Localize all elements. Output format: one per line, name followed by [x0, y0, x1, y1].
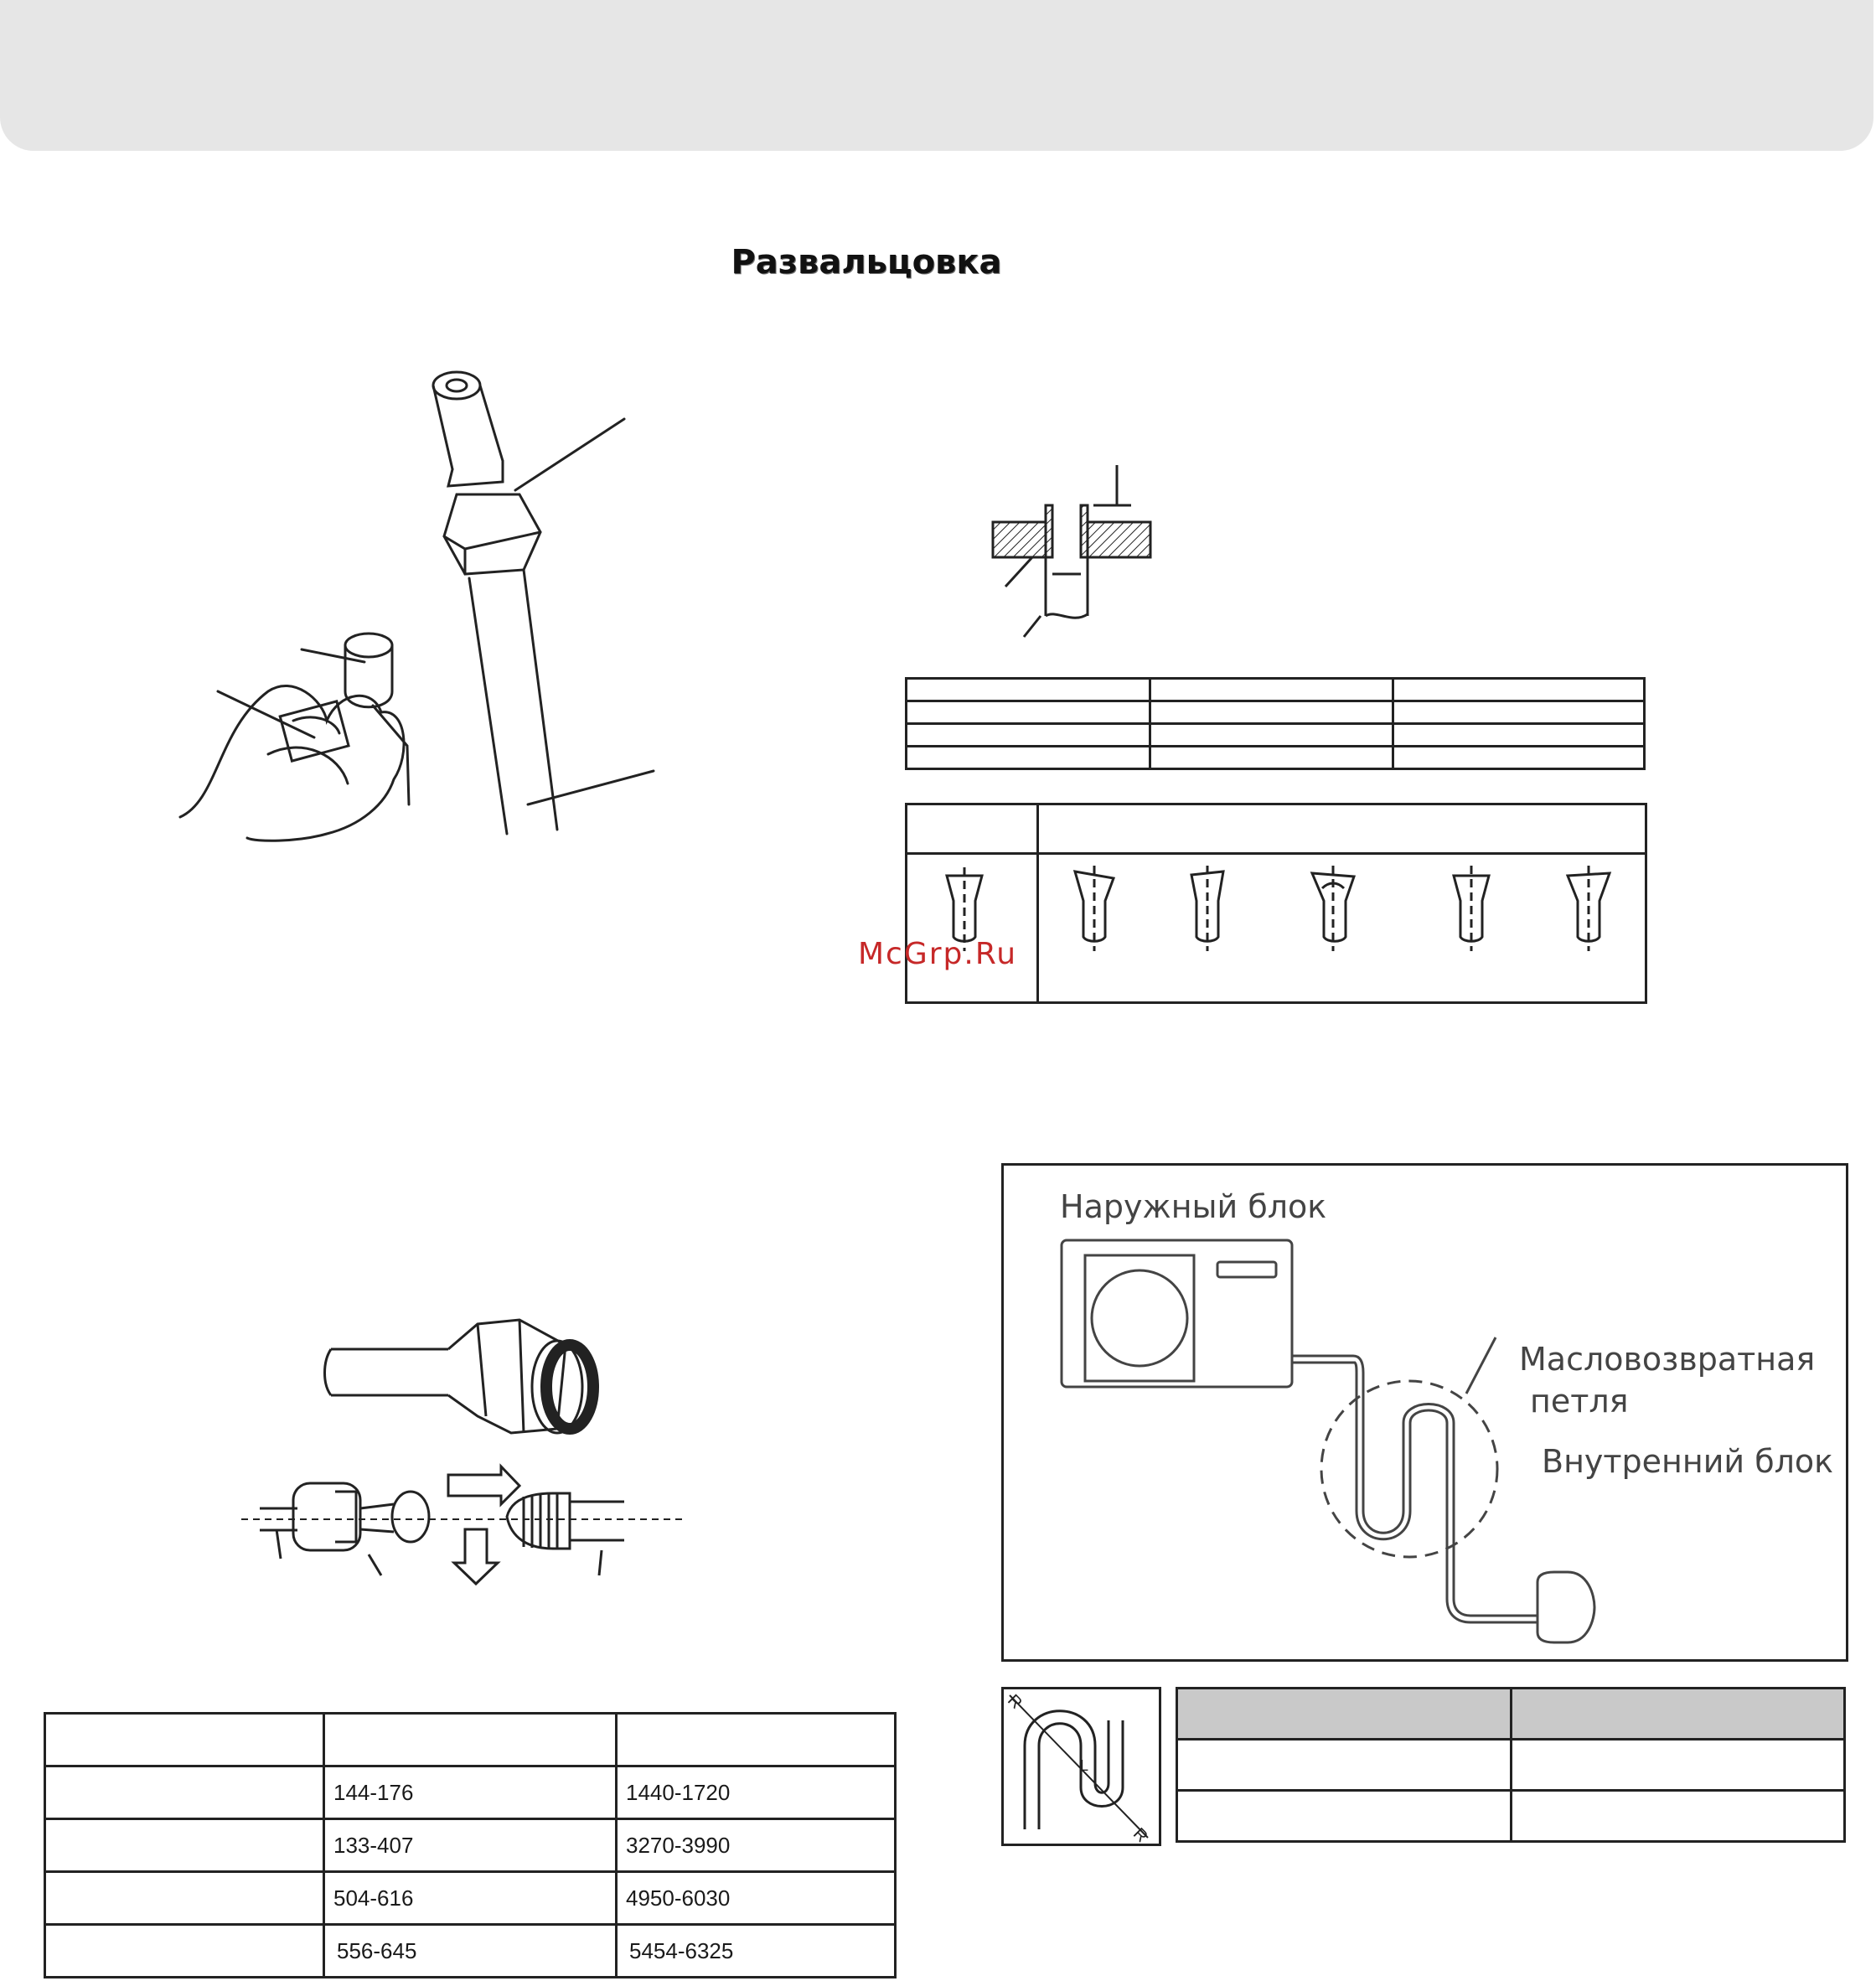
header-band	[0, 0, 1873, 151]
table-row	[45, 1819, 896, 1872]
oil-loop-drawing	[1001, 1163, 1848, 1662]
torque-kgf-cell: 3270-3990	[626, 1832, 731, 1858]
table-row	[907, 747, 1645, 769]
table-header-row	[1177, 1689, 1845, 1740]
torque-kgf-cell: 4950-6030	[626, 1885, 731, 1911]
flare-bad-4-icon	[1454, 866, 1489, 951]
table-row	[45, 1766, 896, 1819]
torque-nm-cell: 556-645	[337, 1937, 417, 1963]
table-row	[1177, 1791, 1845, 1842]
deburring-figure	[168, 360, 687, 863]
bend-table	[1176, 1687, 1846, 1843]
flare-bad-1-icon	[1075, 866, 1114, 951]
table-row	[907, 724, 1645, 747]
flare-bad-3-icon	[1312, 866, 1354, 951]
l-label: L	[1080, 1757, 1089, 1774]
flare-shapes	[938, 863, 1625, 964]
torque-kgf-cell: 5454-6325	[629, 1937, 734, 1963]
torque-nm-cell: 504-616	[333, 1885, 414, 1911]
oil-loop-label-2: петля	[1530, 1383, 1629, 1420]
flare-section-figure	[972, 465, 1165, 649]
torque-table	[44, 1712, 897, 1978]
indoor-unit-label: Внутренний блок	[1542, 1443, 1834, 1480]
torque-nm-cell: 133-407	[333, 1832, 414, 1858]
bend-drawing	[1001, 1687, 1161, 1846]
flare-nut-figure	[235, 1307, 704, 1592]
table-row	[45, 1872, 896, 1925]
table-row	[1177, 1740, 1845, 1791]
flare-quality-divider-h	[905, 852, 1647, 855]
oil-loop-label-1: Масловозвратная	[1519, 1341, 1816, 1378]
outdoor-unit-label: Наружный блок	[1060, 1188, 1327, 1225]
flare-bad-2-icon	[1191, 866, 1223, 951]
spec-table	[905, 677, 1646, 770]
torque-nm-cell: 144-176	[333, 1779, 414, 1805]
table-row	[907, 701, 1645, 724]
torque-kgf-cell: 1440-1720	[626, 1779, 731, 1805]
flare-bad-5-icon	[1568, 866, 1610, 951]
r-label-bottom: R	[1129, 1824, 1151, 1847]
table-row	[907, 679, 1645, 701]
indoor-unit-icon	[1537, 1572, 1594, 1642]
page-title: Развальцовка	[731, 243, 1002, 282]
r-label-top: R	[1004, 1691, 1026, 1713]
watermark: McGrp.Ru	[858, 937, 1018, 971]
table-header-row	[45, 1714, 896, 1766]
table-row	[45, 1925, 896, 1978]
